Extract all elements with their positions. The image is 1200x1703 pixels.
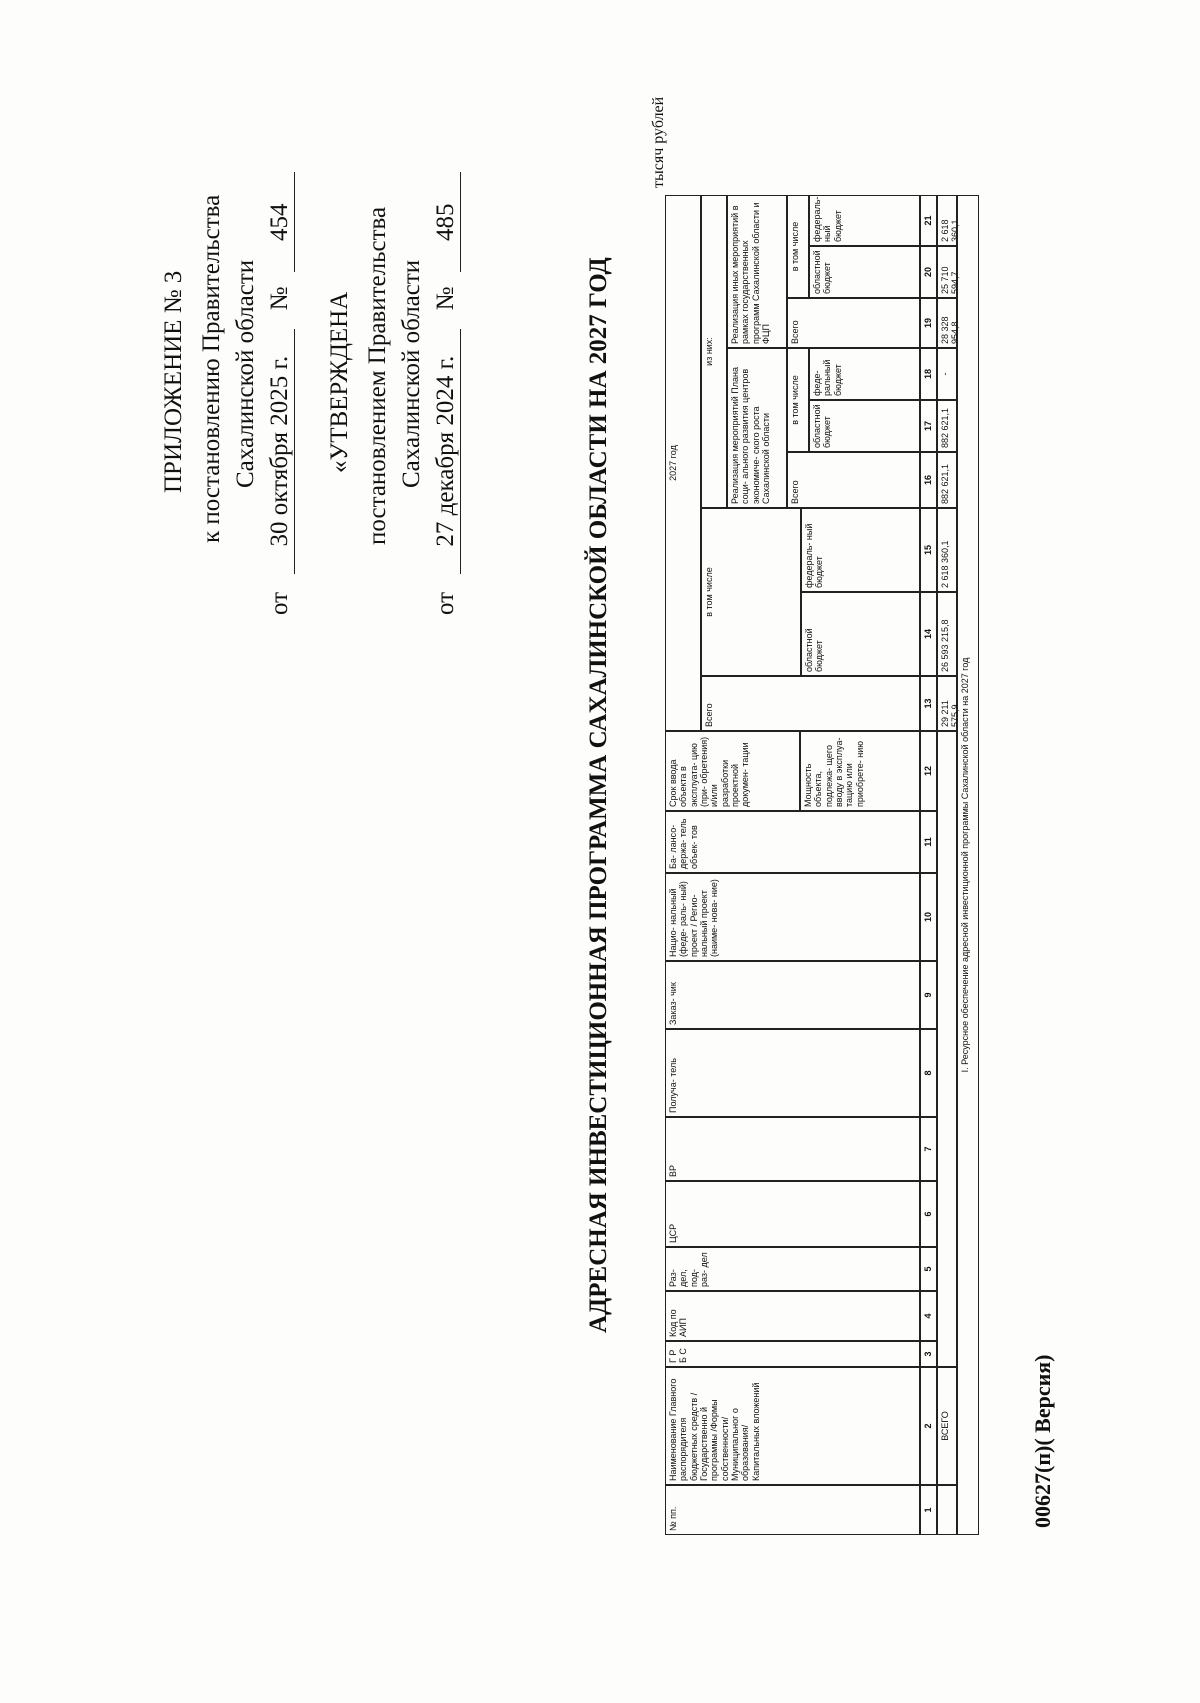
column-number-4: 4 — [920, 1291, 937, 1341]
to-decree-line2: Сахалинской области — [232, 259, 259, 488]
column-number-2: 2 — [920, 1367, 937, 1485]
total-c21: 2 618 360,1 — [937, 195, 957, 246]
total-row-label: ВСЕГО — [937, 1367, 957, 1485]
column-number-16: 16 — [920, 452, 937, 508]
column-number-3: 3 — [920, 1341, 937, 1367]
approved-label: «УТВЕРЖДЕНА — [326, 291, 353, 473]
other-group-header: Реализация иных мероприятий в рамках государственных программ Сахалинской области и ФЦП — [727, 195, 787, 348]
col11-header: Ба- лансо- держа- тель объек- тов — [665, 811, 920, 873]
column-number-10: 10 — [920, 873, 937, 961]
appendix-title: ПРИЛОЖЕНИЕ № 3 — [160, 270, 187, 493]
col4-header: Код по АИП — [665, 1291, 920, 1341]
approved-number: 485 — [432, 172, 461, 272]
from-label-2: от — [432, 591, 459, 615]
other-incl-header: в том числе — [787, 195, 809, 298]
col8-header: Получа- тель — [665, 1029, 920, 1117]
column-number-7: 7 — [920, 1117, 937, 1181]
other-federal-header: федераль- ный бюджет — [809, 195, 920, 246]
col2-header: Наименование Главного распорядителя бюджетных средств / Государственно й программы /Формы собственности/ Муниципальног о образования/ Капитальных вложений — [665, 1367, 920, 1485]
plan-federal-header: феде- ральный бюджет — [809, 348, 920, 400]
column-number-11: 11 — [920, 811, 937, 873]
col10-header: Нацио- нальный (феде- раль- ный) проект / Регио- нальный проект (наиме- нова- ние) — [665, 873, 920, 961]
col5-header: Раз- дел, под- раз- дел — [665, 1247, 920, 1291]
col12-header-bottom: Мощность объекта, подлежа- щего вводу в эксплуа- тацию или приобрете- нию — [800, 731, 920, 811]
other-regional-header: областной бюджет — [809, 246, 920, 298]
investment-table — [665, 195, 1000, 1535]
column-number-14: 14 — [920, 592, 937, 676]
col9-header: Заказ- чик — [665, 961, 920, 1029]
to-decree-line1: к постановлению Правительства — [198, 194, 225, 543]
federal-header: федераль- ный бюджет — [801, 508, 920, 592]
column-number-1: 1 — [920, 1485, 937, 1535]
column-number-8: 8 — [920, 1029, 937, 1117]
plan-total-header: Всего — [787, 452, 920, 508]
approved-by-line2: Сахалинской области — [398, 259, 425, 488]
column-number-12: 12 — [920, 731, 937, 811]
total-c15: 2 618 360,1 — [937, 508, 957, 592]
section-title: I. Ресурсное обеспечение адресной инвестиционной программы Сахалинской области на 2027 год — [957, 195, 979, 1535]
approved-by-line1: постановлением Правительства — [364, 206, 391, 545]
column-number-19: 19 — [920, 298, 937, 348]
column-number-9: 9 — [920, 961, 937, 1029]
approved-ref — [432, 172, 461, 615]
total-c19: 28 328 954,8 — [937, 298, 957, 348]
other-total-header: Всего — [787, 298, 920, 348]
total-c20: 25 710 594,7 — [937, 246, 957, 298]
version-label: 00627(п)( Версия) — [1030, 1354, 1055, 1528]
total-row-num — [937, 1485, 957, 1535]
document-title: АДРЕСНАЯ ИНВЕСТИЦИОННАЯ ПРОГРАММА САХАЛИНСКОЙ ОБЛАСТИ НА 2027 ГОД — [585, 257, 612, 1333]
col12-header-top: Срок ввода объекта в эксплуата- цию (при- обретения) и/или разработки проектной докумен- тации — [665, 731, 800, 811]
plan-incl-header: в том числе — [787, 348, 809, 452]
total-c13: 29 211 575,9 — [937, 676, 957, 731]
total-c17: 882 621,1 — [937, 400, 957, 452]
from-label: от — [266, 591, 293, 615]
column-number-15: 15 — [920, 508, 937, 592]
total-row-blank — [937, 731, 957, 1367]
total-c18: - — [937, 348, 957, 400]
decree-date: 30 октября 2025 г. — [266, 329, 295, 574]
plan-regional-header: областной бюджет — [809, 400, 920, 452]
plan-group-header: Реализация мероприятий Плана соци- ального развития центров экономиче- ского роста Сахалинской области — [727, 348, 787, 508]
number-label: № — [266, 286, 293, 311]
number-label-2: № — [432, 286, 459, 311]
col3-header: Г Р Б С — [665, 1341, 920, 1367]
decree-ref — [266, 172, 295, 615]
total-header: Всего — [701, 676, 920, 731]
column-number-17: 17 — [920, 400, 937, 452]
regional-header: областной бюджет — [801, 592, 920, 676]
column-number-5: 5 — [920, 1247, 937, 1291]
units-label: тысяч рублей — [650, 96, 667, 188]
decree-number: 454 — [266, 172, 295, 272]
col7-header: ВР — [665, 1117, 920, 1181]
column-number-18: 18 — [920, 348, 937, 400]
column-number-13: 13 — [920, 676, 937, 731]
total-c16: 882 621,1 — [937, 452, 957, 508]
year-header: 2027 год — [665, 195, 701, 731]
col1-header: № пп. — [665, 1485, 920, 1535]
approved-date: 27 декабря 2024 г. — [432, 329, 461, 574]
column-number-20: 20 — [920, 246, 937, 298]
incl-header: в том числе — [701, 508, 801, 676]
column-number-21: 21 — [920, 195, 937, 246]
of-them-header: из них: — [701, 195, 727, 508]
col6-header: ЦСР — [665, 1181, 920, 1247]
total-c14: 26 593 215,8 — [937, 592, 957, 676]
column-number-6: 6 — [920, 1181, 937, 1247]
